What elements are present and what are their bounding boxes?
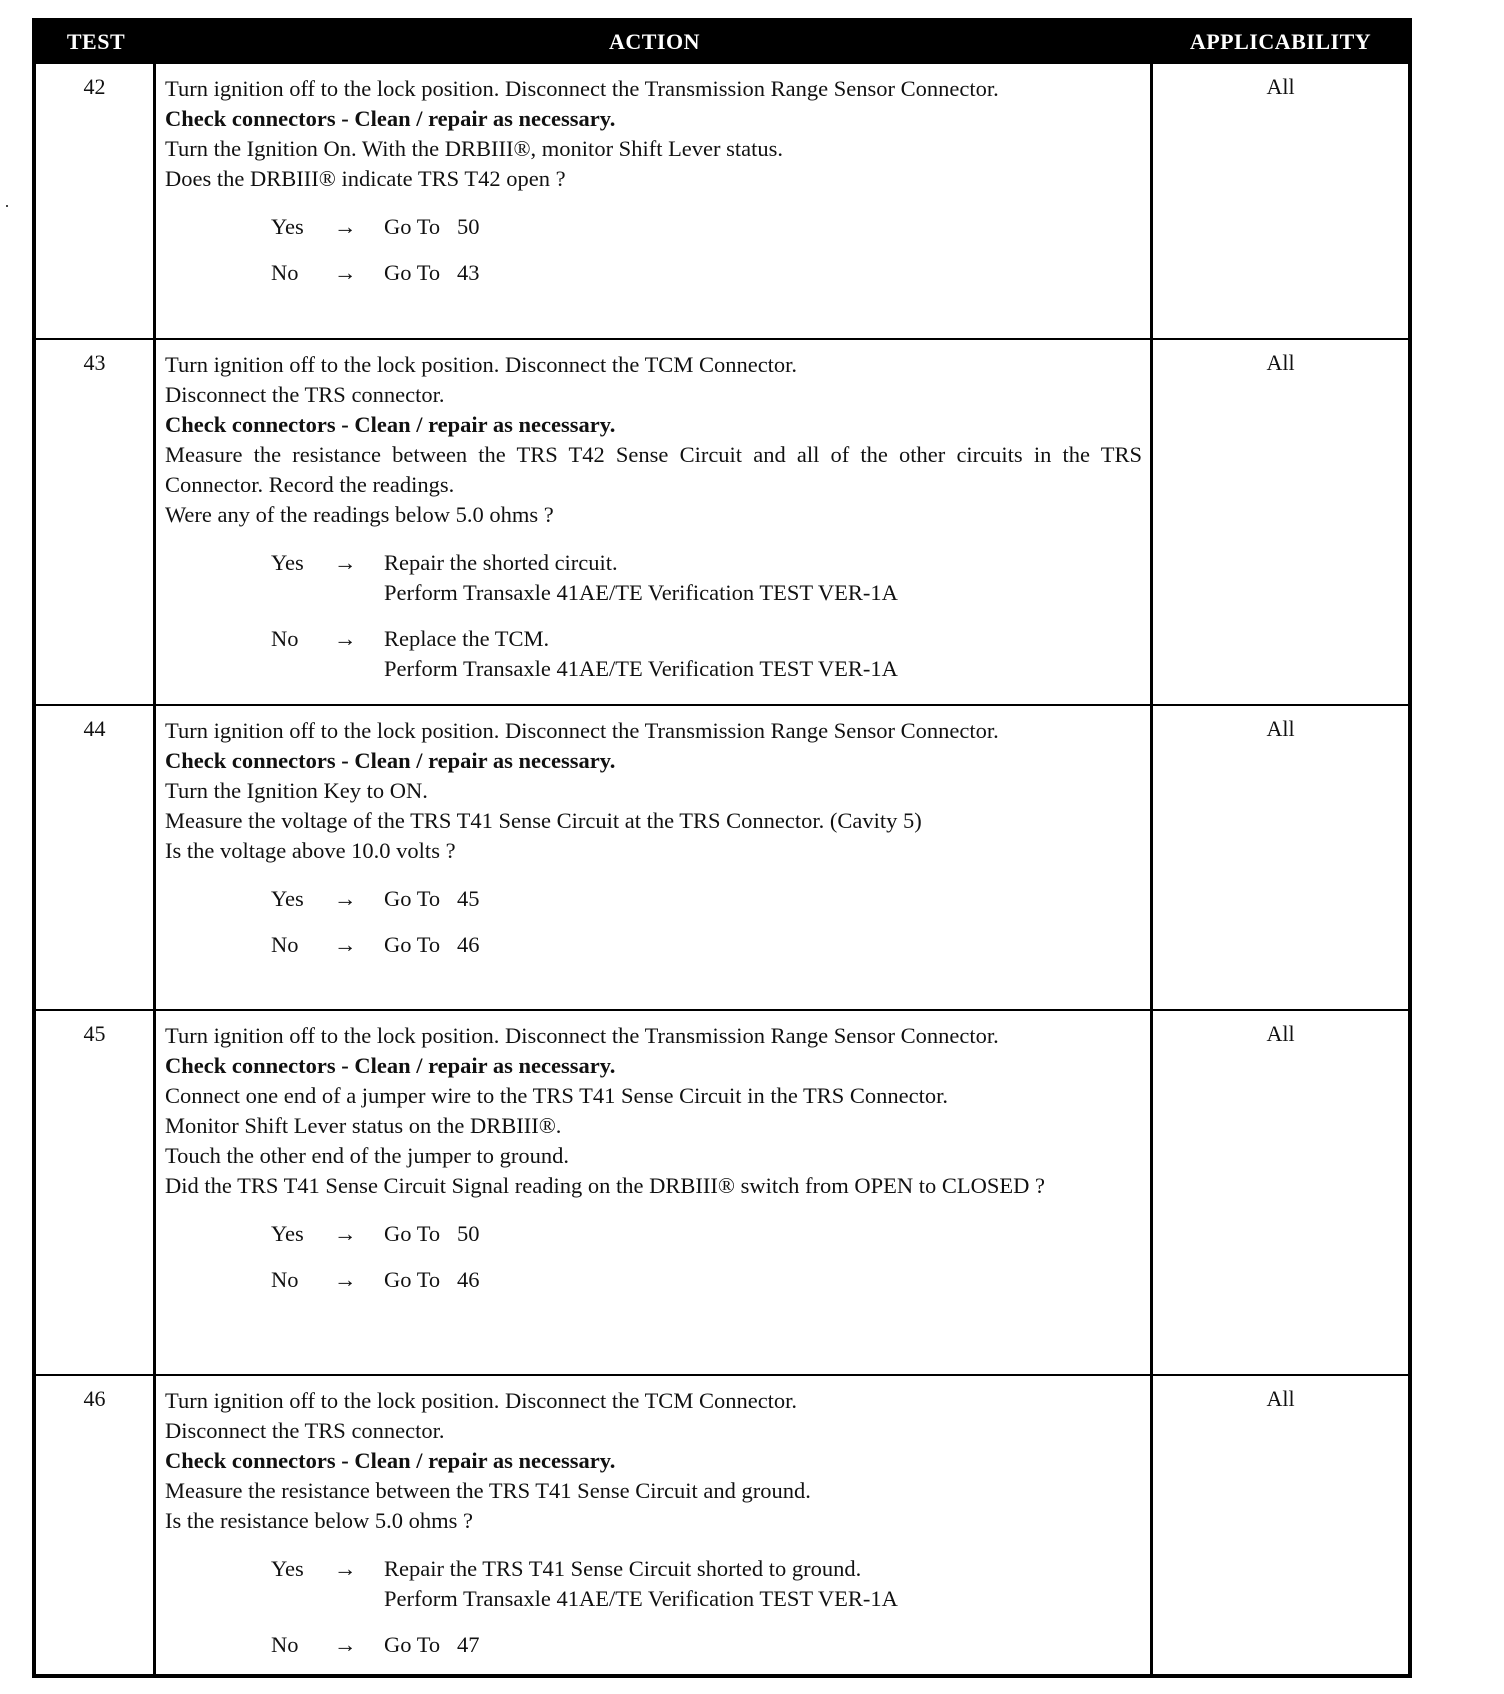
applicability-cell: All xyxy=(1266,350,1295,375)
arrow-icon: → xyxy=(334,932,357,957)
outcome-no xyxy=(165,1630,1142,1660)
action-line: Turn ignition off to the lock position. Disconnect the Transmission Range Sensor Connector. xyxy=(165,1023,999,1048)
action-cell xyxy=(156,1011,1153,1374)
action-line: Turn the Ignition On. With the DRBIII®, monitor Shift Lever status. xyxy=(165,136,784,161)
applicability-cell: All xyxy=(1266,716,1295,741)
yes-label: Yes xyxy=(271,550,304,575)
test-number: 44 xyxy=(36,706,156,1009)
action-line: Does the DRBIII® indicate TRS T42 open ? xyxy=(165,166,566,191)
no-result-line: Replace the TCM. xyxy=(384,626,550,651)
no-result: Go To 46 xyxy=(384,932,480,957)
action-line: Turn ignition off to the lock position. Disconnect the TCM Connector. xyxy=(165,1388,798,1413)
action-line: Disconnect the TRS connector. xyxy=(165,1418,445,1443)
arrow-icon: → xyxy=(334,1556,357,1581)
no-label: No xyxy=(271,626,299,651)
yes-label: Yes xyxy=(271,1221,304,1246)
outcome-no xyxy=(165,930,1142,960)
outcome-yes xyxy=(165,548,1142,608)
yes-result xyxy=(384,1554,1142,1614)
action-line-bold: Check connectors - Clean / repair as necessary. xyxy=(165,412,616,437)
action-line: Turn the Ignition Key to ON. xyxy=(165,778,428,803)
test-number: 46 xyxy=(36,1376,156,1674)
table-row xyxy=(36,1009,1408,1374)
action-line: Touch the other end of the jumper to ground. xyxy=(165,1143,569,1168)
no-label: No xyxy=(271,260,299,285)
table-row xyxy=(36,704,1408,1009)
yes-result xyxy=(384,548,1142,608)
no-label: No xyxy=(271,1267,299,1292)
header-test: TEST xyxy=(66,29,126,54)
action-cell xyxy=(156,340,1153,704)
action-line: Turn ignition off to the lock position. Disconnect the Transmission Range Sensor Connector. xyxy=(165,718,999,743)
no-result: Go To 46 xyxy=(384,1267,480,1292)
no-result: Go To 43 xyxy=(384,260,480,285)
outcome-yes xyxy=(165,1219,1142,1249)
action-line: Turn ignition off to the lock position. Disconnect the Transmission Range Sensor Connector. xyxy=(165,76,999,101)
yes-result: Go To 50 xyxy=(384,1221,480,1246)
action-line: Measure the voltage of the TRS T41 Sense Circuit at the TRS Connector. (Cavity 5) xyxy=(165,808,922,833)
applicability-cell: All xyxy=(1266,1021,1295,1046)
action-line-bold: Check connectors - Clean / repair as necessary. xyxy=(165,748,616,773)
action-line: Did the TRS T41 Sense Circuit Signal reading on the DRBIII® switch from OPEN to CLOSED ? xyxy=(165,1173,1045,1198)
action-line-bold: Check connectors - Clean / repair as necessary. xyxy=(165,106,616,131)
no-result: Go To 47 xyxy=(384,1632,480,1657)
action-line: Disconnect the TRS connector. xyxy=(165,382,445,407)
yes-result: Go To 45 xyxy=(384,886,480,911)
yes-result: Go To 50 xyxy=(384,214,480,239)
action-line: Connect one end of a jumper wire to the TRS T41 Sense Circuit in the TRS Connector. xyxy=(165,1083,949,1108)
yes-result-line: Repair the TRS T41 Sense Circuit shorted to ground. xyxy=(384,1556,862,1581)
arrow-icon: → xyxy=(334,260,357,285)
action-line-bold: Check connectors - Clean / repair as necessary. xyxy=(165,1448,616,1473)
action-line: Monitor Shift Lever status on the DRBIII®. xyxy=(165,1113,562,1138)
yes-label: Yes xyxy=(271,886,304,911)
no-result xyxy=(384,624,1142,684)
action-line: Turn ignition off to the lock position. Disconnect the TCM Connector. xyxy=(165,352,798,377)
arrow-icon: → xyxy=(334,1221,357,1246)
action-cell xyxy=(156,1376,1153,1674)
test-number: 42 xyxy=(36,64,156,338)
table-row xyxy=(36,62,1408,338)
action-cell xyxy=(156,706,1153,1009)
no-label: No xyxy=(271,1632,299,1657)
outcome-yes xyxy=(165,884,1142,914)
test-number: 45 xyxy=(36,1011,156,1374)
arrow-icon: → xyxy=(334,214,357,239)
diagnostic-test-table xyxy=(32,18,1412,1678)
yes-label: Yes xyxy=(271,214,304,239)
table-header xyxy=(36,22,1408,62)
outcome-yes xyxy=(165,1554,1142,1614)
applicability-cell: All xyxy=(1266,1386,1295,1411)
action-line: Is the voltage above 10.0 volts ? xyxy=(165,838,456,863)
yes-result-line: Repair the shorted circuit. xyxy=(384,550,618,575)
action-line: Measure the resistance between the TRS T41 Sense Circuit and ground. xyxy=(165,1478,811,1503)
header-action: ACTION xyxy=(608,29,700,54)
table-row xyxy=(36,1374,1408,1674)
outcome-no xyxy=(165,624,1142,684)
yes-result-line: Perform Transaxle 41AE/TE Verification TEST VER-1A xyxy=(384,580,898,605)
yes-result-line: Perform Transaxle 41AE/TE Verification TEST VER-1A xyxy=(384,1586,898,1611)
yes-label: Yes xyxy=(271,1556,304,1581)
header-applicability: APPLICABILITY xyxy=(1189,29,1372,54)
no-label: No xyxy=(271,932,299,957)
no-result-line: Perform Transaxle 41AE/TE Verification TEST VER-1A xyxy=(384,656,898,681)
action-line: Is the resistance below 5.0 ohms ? xyxy=(165,1508,474,1533)
action-line-bold: Check connectors - Clean / repair as necessary. xyxy=(165,1053,616,1078)
arrow-icon: → xyxy=(334,1267,357,1292)
arrow-icon: → xyxy=(334,1632,357,1657)
outcome-no xyxy=(165,1265,1142,1295)
action-line: Measure the resistance between the TRS T42 Sense Circuit and all of the other circuits in the TRS Connector. Record the readings. xyxy=(165,442,1142,497)
test-number: 43 xyxy=(36,340,156,704)
arrow-icon: → xyxy=(334,550,357,575)
action-line: Were any of the readings below 5.0 ohms ? xyxy=(165,502,554,527)
outcome-yes xyxy=(165,212,1142,242)
arrow-icon: → xyxy=(334,886,357,911)
outcome-no xyxy=(165,258,1142,288)
arrow-icon: → xyxy=(334,626,357,651)
table-row xyxy=(36,338,1408,704)
applicability-cell: All xyxy=(1266,74,1295,99)
scan-artifact-dot xyxy=(6,205,8,207)
action-cell xyxy=(156,64,1153,338)
